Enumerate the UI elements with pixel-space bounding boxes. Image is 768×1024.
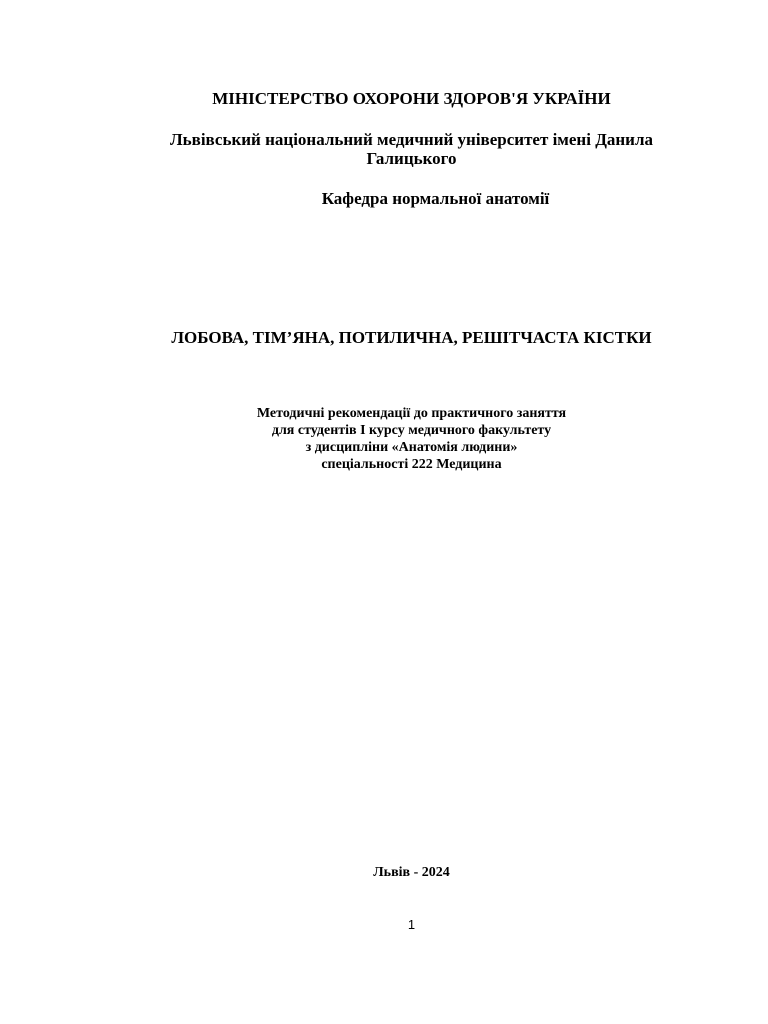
document-title: ЛОБОВА, ТІМ’ЯНА, ПОТИЛИЧНА, РЕШІТЧАСТА КІСТКИ [171, 328, 652, 347]
page-number: 1 [407, 917, 416, 932]
university-name-line-2: Галицького [366, 149, 457, 168]
ministry-heading: МІНІСТЕРСТВО ОХОРОНИ ЗДОРОВ'Я УКРАЇНИ [212, 89, 611, 108]
department-name: Кафедра нормальної анатомії [321, 189, 550, 208]
subtitle-line-1: Методичні рекомендації до практичного заняття [256, 406, 567, 421]
subtitle-line-3: з дисципліни «Анатомія людини» [305, 440, 518, 455]
subtitle-line-2: для студентів І курсу медичного факультету [271, 423, 552, 438]
city-year: Львів - 2024 [373, 865, 450, 880]
subtitle-line-4: спеціальності 222 Медицина [321, 457, 502, 472]
university-name-line-1: Львівський національний медичний університет імені Данила [169, 130, 654, 149]
